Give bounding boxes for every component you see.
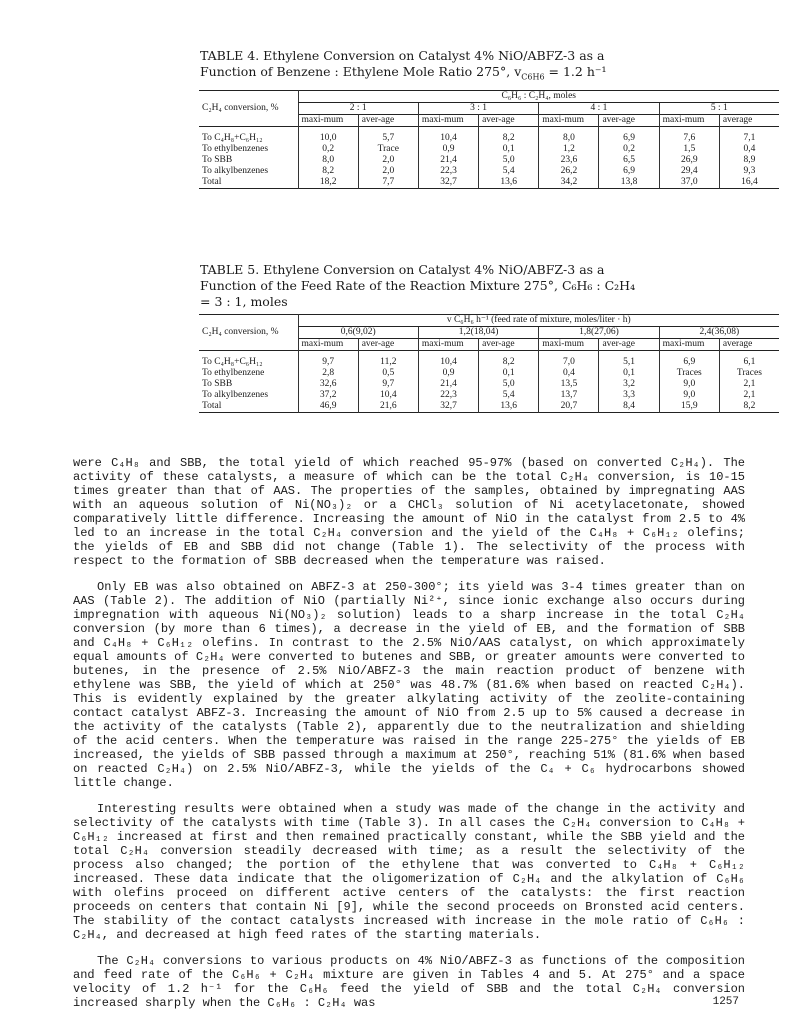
table-cell: 2,8: [298, 368, 358, 379]
table-cell: 7,6: [659, 127, 719, 145]
table4-caption: [200, 48, 606, 86]
table4-sub-header: maxi-mum: [539, 115, 599, 127]
table-cell: 6,9: [599, 166, 659, 177]
table-cell: 2,1: [719, 379, 779, 390]
table4-group-header: 5 : 1: [659, 103, 779, 115]
table-cell: 8,9: [719, 155, 779, 166]
table-cell: 0,2: [599, 144, 659, 155]
table-cell: 5,4: [479, 166, 539, 177]
table-row: [199, 155, 779, 166]
table-cell: 13,6: [479, 401, 539, 413]
table5-caption-line1: TABLE 5. Ethylene Conversion on Catalyst 4% NiO/ABFZ-3 as a: [200, 262, 605, 277]
table5-sub-header: maxi-mum: [539, 339, 599, 351]
table5-caption: [200, 262, 635, 310]
table5-group-header: 2,4(36,08): [659, 327, 779, 339]
table-cell: 0,9: [418, 144, 478, 155]
paragraph-2: Only EB was also obtained on ABFZ-3 at 250-300°; its yield was 3-4 times greater than on AAS (Table 2). The addition of NiO (partially Ni²⁺, since ionic exchange also occurs during impregnation with aqueous Ni(NO₃)₂ solution) leads to a sharp increase in the total C₂H₄ conversion (by more than 6 times), a decrease in the yield of EB, and the formation of SBB and C₄H₈ + C₆H₁₂ olefins. In contrast to the 2.5% NiO/AAS catalyst, on which approximately equal amounts of C₂H₄ were converted to butenes and SBB, or greater amounts were converted to butenes, in the presence of 2.5% NiO/ABFZ-3 the main reaction product of benzene with ethylene was SBB, the yield of which at 250° was 48.7% (81.6% when based on reacted C₂H₄). This is evidently explained by the greater alkylating activity of the zeolite-containing contact catalyst ABFZ-3. Increasing the amount of NiO from 2.5 up to 5% caused a decrease in the activity of the catalysts (Table 2), apparently due to the neutralization and shielding of the acid centers. When the temperature was raised in the range 225-275° the yields of EB increased, the yields of SBB passed through a maximum at 250°, reaching 51% (81.6% when based on reacted C₂H₄) on 2.5% NiO/ABFZ-3, while the yields of the C₄ + C₆ hydrocarbons showed little change.: [73, 580, 745, 790]
table-cell: 8,0: [539, 127, 599, 145]
row-label: To ethylbenzene: [202, 368, 265, 378]
table-cell: Trace: [358, 144, 418, 155]
table-cell: 2,1: [719, 390, 779, 401]
table5-sub-header: maxi-mum: [659, 339, 719, 351]
table-cell: 9,0: [659, 390, 719, 401]
table4-sub-header: aver-age: [479, 115, 539, 127]
table-cell: 6,9: [659, 351, 719, 369]
row-label: To SBB: [202, 155, 233, 165]
table4-caption-line1: TABLE 4. Ethylene Conversion on Catalyst 4% NiO/ABFZ-3 as a: [200, 48, 605, 63]
table4-top-header: C₆H₆ : C₂H₄, moles: [298, 91, 779, 103]
table-cell: 15,9: [659, 401, 719, 413]
table-cell: 3,2: [599, 379, 659, 390]
table-cell: 2,0: [358, 155, 418, 166]
table5-sub-header: aver-age: [479, 339, 539, 351]
table5: [199, 314, 779, 413]
row-label: To C₄H₈+C₆H₁₂: [202, 357, 263, 367]
table-cell: 0,1: [599, 368, 659, 379]
table5-group-header: 1,8(27,06): [539, 327, 659, 339]
table-cell: 13,6: [479, 177, 539, 189]
row-label: To C₄H₈+C₆H₁₂: [202, 133, 263, 143]
table-cell: 5,4: [479, 390, 539, 401]
table-cell: 13,7: [539, 390, 599, 401]
table-cell: Traces: [659, 368, 719, 379]
table4-sub-header: maxi-mum: [418, 115, 478, 127]
table-row: [199, 127, 779, 145]
table-cell: 22,3: [418, 390, 478, 401]
table4-sub-header: average: [719, 115, 779, 127]
row-label: To alkylbenzenes: [202, 166, 269, 176]
table4-sub-header: maxi-mum: [659, 115, 719, 127]
paragraph-1: were C₄H₈ and SBB, the total yield of which reached 95-97% (based on converted C₂H₄). The activity of these catalysts, a measure of which can be the total C₂H₄ conversion, is 10-15 times greater than that of AAS. The properties of the samples, obtained by impregnating AAS with an aqueous solution of Ni(NO₃)₂ or a CHCl₃ solution of Ni acetylacetonate, showed comparatively little difference. Increasing the amount of NiO in the catalyst from 2.5 to 4% led to an increase in the total C₂H₄ conversion and the yield of the C₄H₈ + C₆H₁₂ olefins; the yields of EB and SBB did not change (Table 1). The selectivity of the process with respect to the formation of SBB decreased when the temperature was raised.: [73, 456, 745, 568]
table-cell: 5,0: [479, 379, 539, 390]
table-cell: 8,0: [298, 155, 358, 166]
row-label: To alkylbenzenes: [202, 390, 269, 400]
table-row: [199, 390, 779, 401]
table-cell: 37,2: [298, 390, 358, 401]
paragraph-3: Interesting results were obtained when a study was made of the change in the activity and selectivity of the catalysts with time (Table 3). In all cases the C₂H₄ conversion to C₄H₈ + C₆H₁₂ increased at first and then remained practically constant, while the SBB yield and the total C₂H₄ conversion steadily decreased with time; as a result the selectivity of the process also changed; the portion of the ethylene that was converted to C₄H₈ + C₆H₁₂ increased. These data indicate that the oligomerization of C₂H₄ and the alkylation of C₆H₆ with olefins proceed on different active centers of the catalysts: the first reaction proceeds on centers that contain Ni [9], while the second proceeds on Bronsted acid centers. The stability of the contact catalysts increased with increase in the mole ratio of C₆H₆ : C₂H₄, and decreased at high feed rates of the starting materials.: [73, 802, 745, 942]
table4-sub-header: aver-age: [358, 115, 418, 127]
table-cell: 6,9: [599, 127, 659, 145]
table-cell: 0,4: [539, 368, 599, 379]
table-cell: 22,3: [418, 166, 478, 177]
table-cell: 0,1: [479, 368, 539, 379]
table-cell: 18,2: [298, 177, 358, 189]
table-cell: 11,2: [358, 351, 418, 369]
table-cell: 0,2: [298, 144, 358, 155]
table4-row-header: C₂H₄ conversion, %: [202, 103, 279, 113]
page-number: 1257: [712, 996, 739, 1008]
table-cell: 23,6: [539, 155, 599, 166]
table-cell: 5,0: [479, 155, 539, 166]
table-cell: 7,0: [539, 351, 599, 369]
table-cell: 21,4: [418, 155, 478, 166]
table-cell: 8,2: [479, 351, 539, 369]
table-cell: 0,9: [418, 368, 478, 379]
table-cell: 5,7: [358, 127, 418, 145]
table-cell: 16,4: [719, 177, 779, 189]
table-cell: 6,1: [719, 351, 779, 369]
table-cell: 9,7: [358, 379, 418, 390]
table-cell: 34,2: [539, 177, 599, 189]
table-cell: 21,4: [418, 379, 478, 390]
table-cell: 29,4: [659, 166, 719, 177]
table5-top-header: v C₆H₆ h⁻¹ (feed rate of mixture, moles/liter · h): [298, 315, 779, 327]
table-cell: 9,7: [298, 351, 358, 369]
table-row: [199, 177, 779, 189]
table-cell: 13,8: [599, 177, 659, 189]
table5-group-header: 1,2(18,04): [418, 327, 538, 339]
table-cell: 21,6: [358, 401, 418, 413]
table-cell: Traces: [719, 368, 779, 379]
table-cell: 9,3: [719, 166, 779, 177]
table4-caption-line2: Function of Benzene : Ethylene Mole Ratio 275°, $v_{C6H6} = 1.2$ h⁻¹: [200, 64, 607, 82]
table-cell: 32,6: [298, 379, 358, 390]
table-cell: 6,5: [599, 155, 659, 166]
table-cell: 37,0: [659, 177, 719, 189]
table-cell: 1,2: [539, 144, 599, 155]
table-cell: 9,0: [659, 379, 719, 390]
table5-caption-line3: = 3 : 1, moles: [200, 294, 288, 309]
table4-group-header: 3 : 1: [418, 103, 538, 115]
table-cell: 5,1: [599, 351, 659, 369]
table-cell: 10,0: [298, 127, 358, 145]
table-cell: 26,9: [659, 155, 719, 166]
table5-sub-header: aver-age: [599, 339, 659, 351]
paragraph-4: The C₂H₄ conversions to various products on 4% NiO/ABFZ-3 as functions of the composition and feed rate of the C₆H₆ + C₂H₄ mixture are given in Tables 4 and 5. At 275° and a space velocity of 1.2 h⁻¹ for the C₆H₆ feed the yield of SBB and the total C₂H₄ conversion increased sharply when the C₆H₆ : C₂H₄ was: [73, 954, 745, 1010]
table-cell: 7,7: [358, 177, 418, 189]
table-row: [199, 401, 779, 413]
body-text: [73, 456, 745, 1010]
table5-group-header: 0,6(9,02): [298, 327, 418, 339]
row-label: Total: [202, 177, 222, 187]
table5-sub-header: average: [719, 339, 779, 351]
table-cell: 10,4: [358, 390, 418, 401]
table-cell: 8,4: [599, 401, 659, 413]
table-cell: 13,5: [539, 379, 599, 390]
table-row: [199, 144, 779, 155]
table4: [199, 90, 779, 189]
table-row: [199, 351, 779, 369]
table-cell: 8,2: [298, 166, 358, 177]
table4-sub-header: maxi-mum: [298, 115, 358, 127]
table5-sub-header: maxi-mum: [298, 339, 358, 351]
row-label: Total: [202, 401, 222, 411]
table-row: [199, 368, 779, 379]
table-cell: 3,3: [599, 390, 659, 401]
table-cell: 8,2: [719, 401, 779, 413]
table-cell: 32,7: [418, 401, 478, 413]
table-cell: 46,9: [298, 401, 358, 413]
table-cell: 20,7: [539, 401, 599, 413]
table4-group-header: 2 : 1: [298, 103, 418, 115]
table-row: [199, 379, 779, 390]
table5-caption-line2: Function of the Feed Rate of the Reaction Mixture 275°, C₆H₆ : C₂H₄: [200, 278, 636, 293]
table-cell: 1,5: [659, 144, 719, 155]
row-label: To ethylbenzenes: [202, 144, 269, 154]
table5-sub-header: maxi-mum: [418, 339, 478, 351]
table-cell: 8,2: [479, 127, 539, 145]
table-row: [199, 166, 779, 177]
table5-sub-header: aver-age: [358, 339, 418, 351]
table-cell: 0,5: [358, 368, 418, 379]
table-cell: 10,4: [418, 127, 478, 145]
table5-row-header: C₂H₄ conversion, %: [202, 327, 279, 337]
table-cell: 0,4: [719, 144, 779, 155]
table-cell: 32,7: [418, 177, 478, 189]
table4-group-header: 4 : 1: [539, 103, 659, 115]
table-cell: 2,0: [358, 166, 418, 177]
table-cell: 10,4: [418, 351, 478, 369]
row-label: To SBB: [202, 379, 233, 389]
table4-sub-header: aver-age: [599, 115, 659, 127]
table-cell: 26,2: [539, 166, 599, 177]
table-cell: 0,1: [479, 144, 539, 155]
table-cell: 7,1: [719, 127, 779, 145]
